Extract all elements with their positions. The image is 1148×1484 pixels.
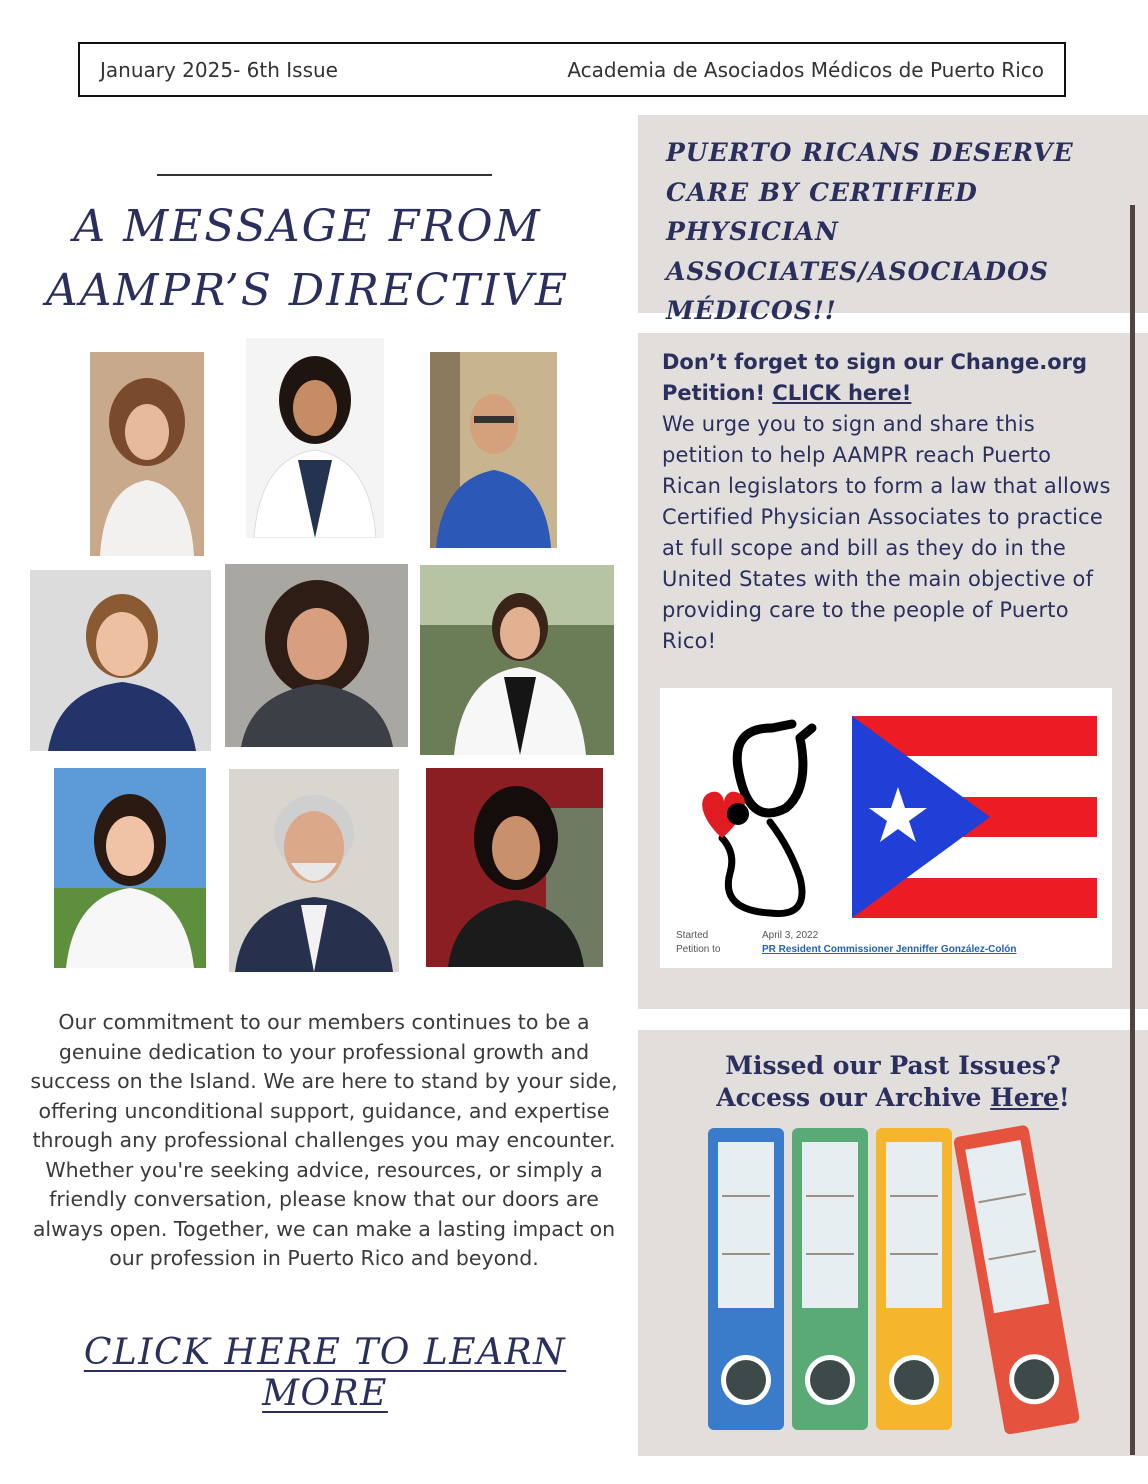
directive-member-photo-3	[430, 352, 557, 548]
petition-body: We urge you to sign and share this petition to help AAMPR reach Puerto Rican legislators to form a law that allows Certified Physician Associates to practice at full scope and bill as they do in the United States with the main objective of providing care to the people of Puerto Rico!	[662, 412, 1111, 653]
issue-date: January 2025- 6th Issue	[100, 57, 338, 82]
decorative-vertical-line	[1130, 205, 1135, 1455]
directive-member-photo-9	[426, 768, 603, 967]
archive-panel	[638, 1030, 1148, 1456]
advocacy-banner	[638, 115, 1148, 325]
organization-name: Academia de Asociados Médicos de Puerto Rico	[567, 57, 1044, 82]
directive-member-photo-4	[30, 570, 211, 751]
card-started-date: April 3, 2022	[762, 930, 819, 941]
binder-yellow-icon	[876, 1128, 952, 1430]
directive-member-photo-2	[246, 338, 384, 538]
directive-member-photo-6	[420, 565, 614, 755]
puerto-rico-flag-icon	[852, 716, 1097, 918]
archive-here-link[interactable]: Here	[990, 1083, 1059, 1112]
binder-green-icon	[792, 1128, 868, 1430]
binders-illustration[interactable]	[638, 1118, 1148, 1448]
archive-title-line1: Missed our Past Issues?	[725, 1051, 1061, 1080]
directive-member-photo-5	[225, 564, 408, 747]
directive-member-photo-7	[54, 768, 206, 968]
archive-title	[638, 1050, 1148, 1114]
binder-blue-icon	[708, 1128, 784, 1430]
directive-member-photo-8	[229, 769, 399, 972]
card-petition-to-link[interactable]: PR Resident Commissioner Jenniffer González-Colón	[762, 944, 1017, 955]
learn-more-link[interactable]: CLICK HERE TO LEARN MORE	[83, 1332, 567, 1414]
stethoscope-flag-image	[660, 688, 1112, 968]
archive-line2-suffix: !	[1058, 1083, 1070, 1112]
petition-click-link[interactable]: CLICK here!	[772, 381, 912, 405]
petition-heading-text: Don’t forget to sign our Change.org Petition!	[662, 350, 1088, 405]
archive-title-line2	[638, 1082, 1148, 1114]
card-started-label: Started	[676, 930, 709, 941]
binder-red-icon	[953, 1124, 1080, 1435]
title-rule	[157, 174, 492, 176]
petition-card[interactable]	[660, 688, 1112, 968]
banner-text: PUERTO RICANS DESERVE CARE BY CERTIFIED PHYSICIAN ASSOCIATES/ASOCIADOS MÉDICOS!!	[666, 138, 1074, 325]
archive-line2-prefix: Access our Archive	[716, 1083, 991, 1112]
issue-header	[78, 42, 1066, 97]
commitment-text: Our commitment to our members continues to be a genuine dedication to your professional growth and success on the Island. We are here to stand by your side, offering unconditional support, guidance, and expertise through any professional challenges you may encounter. Whether you're seeking advice, resources, or simply a friendly conversation, please know that our doors are always open. Together, we can make a lasting impact on our profession in Puerto Rico and beyond.	[30, 1010, 618, 1270]
directive-title-line2: AAMPR’S DIRECTIVE	[45, 265, 570, 316]
directive-title-line1: A MESSAGE FROM	[73, 201, 542, 252]
petition-heading	[662, 347, 1122, 409]
directive-title	[40, 195, 575, 323]
card-petition-to-label: Petition to	[676, 944, 721, 955]
petition-panel	[638, 333, 1148, 1009]
directive-member-photo-1	[90, 352, 204, 556]
